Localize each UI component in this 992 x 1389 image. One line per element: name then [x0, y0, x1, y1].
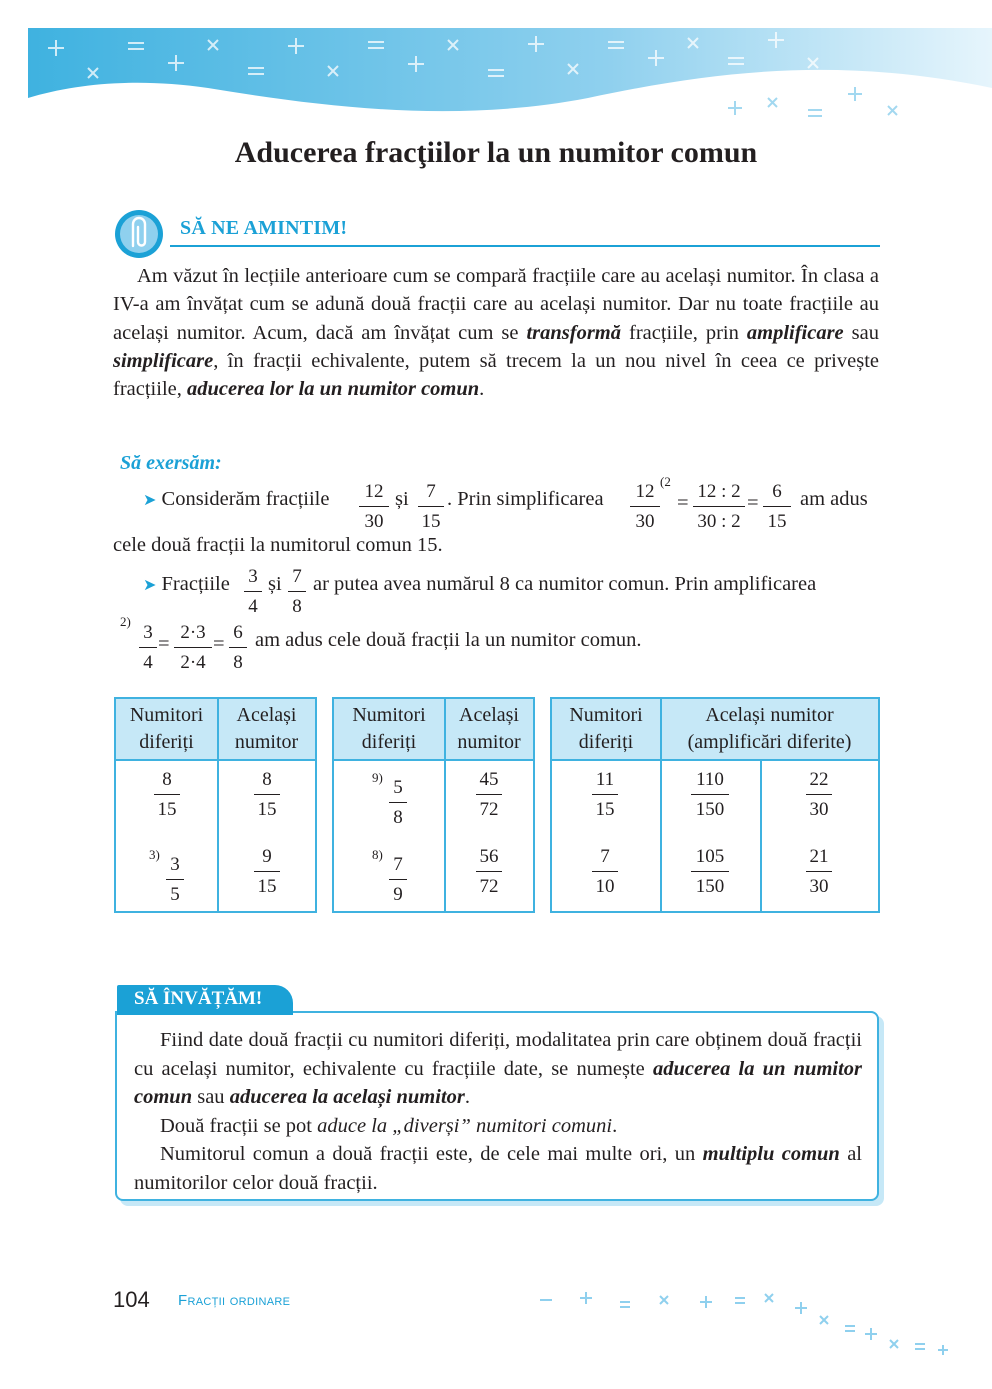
- denominator: 30: [635, 511, 655, 532]
- exercise-item-1: [143, 488, 329, 511]
- table-header: Numitori diferiți: [569, 704, 643, 753]
- table-fraction: 7 10: [592, 846, 618, 898]
- denominator: 15: [421, 511, 441, 532]
- denominator: 4: [248, 596, 258, 617]
- table-header: Același numitor: [234, 704, 299, 753]
- page-title: Aducerea fracţiilor la un numitor comun: [234, 136, 758, 169]
- chapter-title: Fracții ordinare: [178, 1292, 291, 1309]
- numerator: 6: [233, 622, 243, 643]
- fraction-7-8: [288, 566, 306, 618]
- table-fraction: 9 15: [254, 846, 280, 898]
- text-run: aducerea la un numitor comun: [134, 1057, 863, 1108]
- table-fraction: 3 5: [166, 854, 184, 906]
- denominator: 8: [233, 652, 243, 673]
- text-run: multiplu comun: [702, 1143, 840, 1165]
- item2-text-3: am adus cele două fracții la un numitor comun.: [255, 629, 642, 651]
- denominator: 30 : 2: [697, 511, 741, 532]
- fraction-product: [174, 622, 212, 674]
- table-header: Același numitor (amplificări diferite): [687, 704, 852, 753]
- numerator: 3: [248, 566, 258, 587]
- text-run: amplificare: [746, 321, 844, 344]
- remind-paragraph-text: [113, 262, 879, 403]
- denominator: 15: [767, 511, 787, 532]
- text-run: simplificare: [113, 349, 214, 372]
- item1-text-4: cele două fracții la numitorul comun 15.: [113, 534, 443, 556]
- table-fraction: 105 150: [691, 846, 729, 898]
- fraction-12-30: [359, 481, 389, 533]
- numerator: 12 : 2: [697, 481, 741, 502]
- text-run: .: [464, 1086, 470, 1108]
- table-fraction: 8 15: [154, 769, 180, 821]
- text-run: Am văzut în lecțiile anterioare cum se compară fracțiile care au același numitor. În clasa a IV-a am învățat cum se adună două fracții care au același numitor. Dar nu toate fracțiile au același numitor. Acum, dacă am învățat cum se: [113, 265, 879, 344]
- text-run: al numitorilor celor două fracții.: [134, 1143, 862, 1194]
- remind-paragraph: [113, 262, 879, 403]
- numerator: 12: [364, 481, 384, 502]
- fraction-division: [693, 481, 745, 533]
- denominator: 4: [143, 652, 153, 673]
- amplify-mark: 8): [372, 847, 383, 862]
- table-fraction: 110 150: [691, 769, 729, 821]
- table-2: [332, 697, 535, 913]
- word-si: și: [395, 488, 409, 510]
- table-fraction: 5 8: [389, 777, 407, 829]
- item1-text-2: . Prin simplificarea: [447, 488, 604, 510]
- table-fraction: 22 30: [806, 769, 832, 821]
- denominator: 30: [364, 511, 384, 532]
- learn-paragraph: [134, 1026, 862, 1112]
- text-run: sau: [843, 321, 879, 344]
- fraction-12-30-simplify: [630, 481, 660, 533]
- amplify-mark: 9): [372, 770, 383, 785]
- arrow-bullet-icon: ➤: [143, 492, 157, 509]
- exercise-heading: Să exersăm:: [120, 452, 222, 474]
- learn-paragraph: [134, 1112, 862, 1141]
- heading-rule: [170, 245, 880, 247]
- table-fraction: 56 72: [476, 846, 502, 898]
- decorative-math-symbols: [520, 1280, 960, 1360]
- numerator: 7: [292, 566, 302, 587]
- equals-sign: =: [158, 633, 170, 655]
- numerator: 7: [426, 481, 436, 502]
- table-header: Numitori diferiți: [129, 704, 204, 753]
- item2-text-1: Fracțiile: [161, 573, 230, 595]
- fraction-3-4: [244, 566, 262, 618]
- table-fraction: 8 15: [254, 769, 280, 821]
- exercise-item-2: [143, 573, 230, 596]
- text-run: aducerea la același numitor: [229, 1086, 465, 1108]
- paperclip-icon: [113, 208, 165, 260]
- amplify-mark: 3): [149, 847, 160, 862]
- decorative-math-banner: [28, 28, 992, 128]
- text-run: Numitorul comun a două fracții este, de cele mai multe ori, un: [160, 1143, 703, 1165]
- text-run: .: [612, 1114, 618, 1137]
- denominator: 8: [292, 596, 302, 617]
- learn-paragraph: [134, 1140, 862, 1197]
- text-run: Fiind date două fracții cu numitori diferiți, modalitatea prin care obținem două fracții cu același numitor, echivalente cu fracțiile date, se numește: [134, 1029, 862, 1080]
- denominator: 2·4: [180, 652, 206, 673]
- table-fraction: 21 30: [806, 846, 832, 898]
- arrow-bullet-icon: ➤: [143, 577, 157, 594]
- table-header: Numitori diferiți: [352, 704, 426, 753]
- fraction-6-8: [229, 622, 247, 674]
- table-fraction: 45 72: [476, 769, 502, 821]
- numerator: 3: [143, 622, 153, 643]
- text-run: aducerea lor la un numitor comun: [186, 378, 480, 401]
- table-fraction: 7 9: [389, 854, 407, 906]
- table-3: [550, 697, 880, 913]
- equals-sign: =: [213, 633, 225, 655]
- word-si: și: [268, 573, 282, 595]
- text-run: fracțiile, prin: [621, 321, 747, 344]
- numerator: 6: [772, 481, 782, 502]
- fraction-7-15: [418, 481, 444, 533]
- numerator: 12: [635, 481, 655, 502]
- item1-text-1: Considerăm fracțiile: [161, 488, 330, 510]
- text-run: transformă: [526, 321, 622, 344]
- fraction-6-15: [763, 481, 791, 533]
- item2-text-2: ar putea avea numărul 8 ca numitor comun. Prin amplificarea: [313, 573, 817, 595]
- amplify-mark: 2): [120, 614, 131, 629]
- text-run: sau: [192, 1086, 230, 1108]
- text-run: aduce la „diverși” numitori comuni: [317, 1114, 613, 1137]
- item1-text-3: am adus: [800, 488, 868, 510]
- text-run: , în fracții echivalente, putem să trecem la un nou nivel în ceea ce privește fracțiile,: [113, 349, 879, 401]
- learn-heading: SĂ ÎNVĂȚĂM!: [134, 988, 263, 1009]
- simplify-mark: (2: [660, 474, 671, 489]
- equals-sign: =: [677, 492, 689, 514]
- learn-text: [134, 1026, 862, 1197]
- equals-sign: =: [747, 492, 759, 514]
- fraction-3-4-amplify: [139, 622, 157, 674]
- remind-heading: SĂ NE AMINTIM!: [180, 217, 348, 239]
- numerator: 2·3: [180, 622, 206, 643]
- text-run: Două fracții se pot: [160, 1114, 318, 1137]
- text-run: .: [479, 378, 485, 401]
- table-fraction: 11 15: [592, 769, 618, 821]
- page-number: 104: [113, 1287, 150, 1312]
- table-header: Același numitor: [457, 704, 521, 753]
- table-1: [114, 697, 317, 913]
